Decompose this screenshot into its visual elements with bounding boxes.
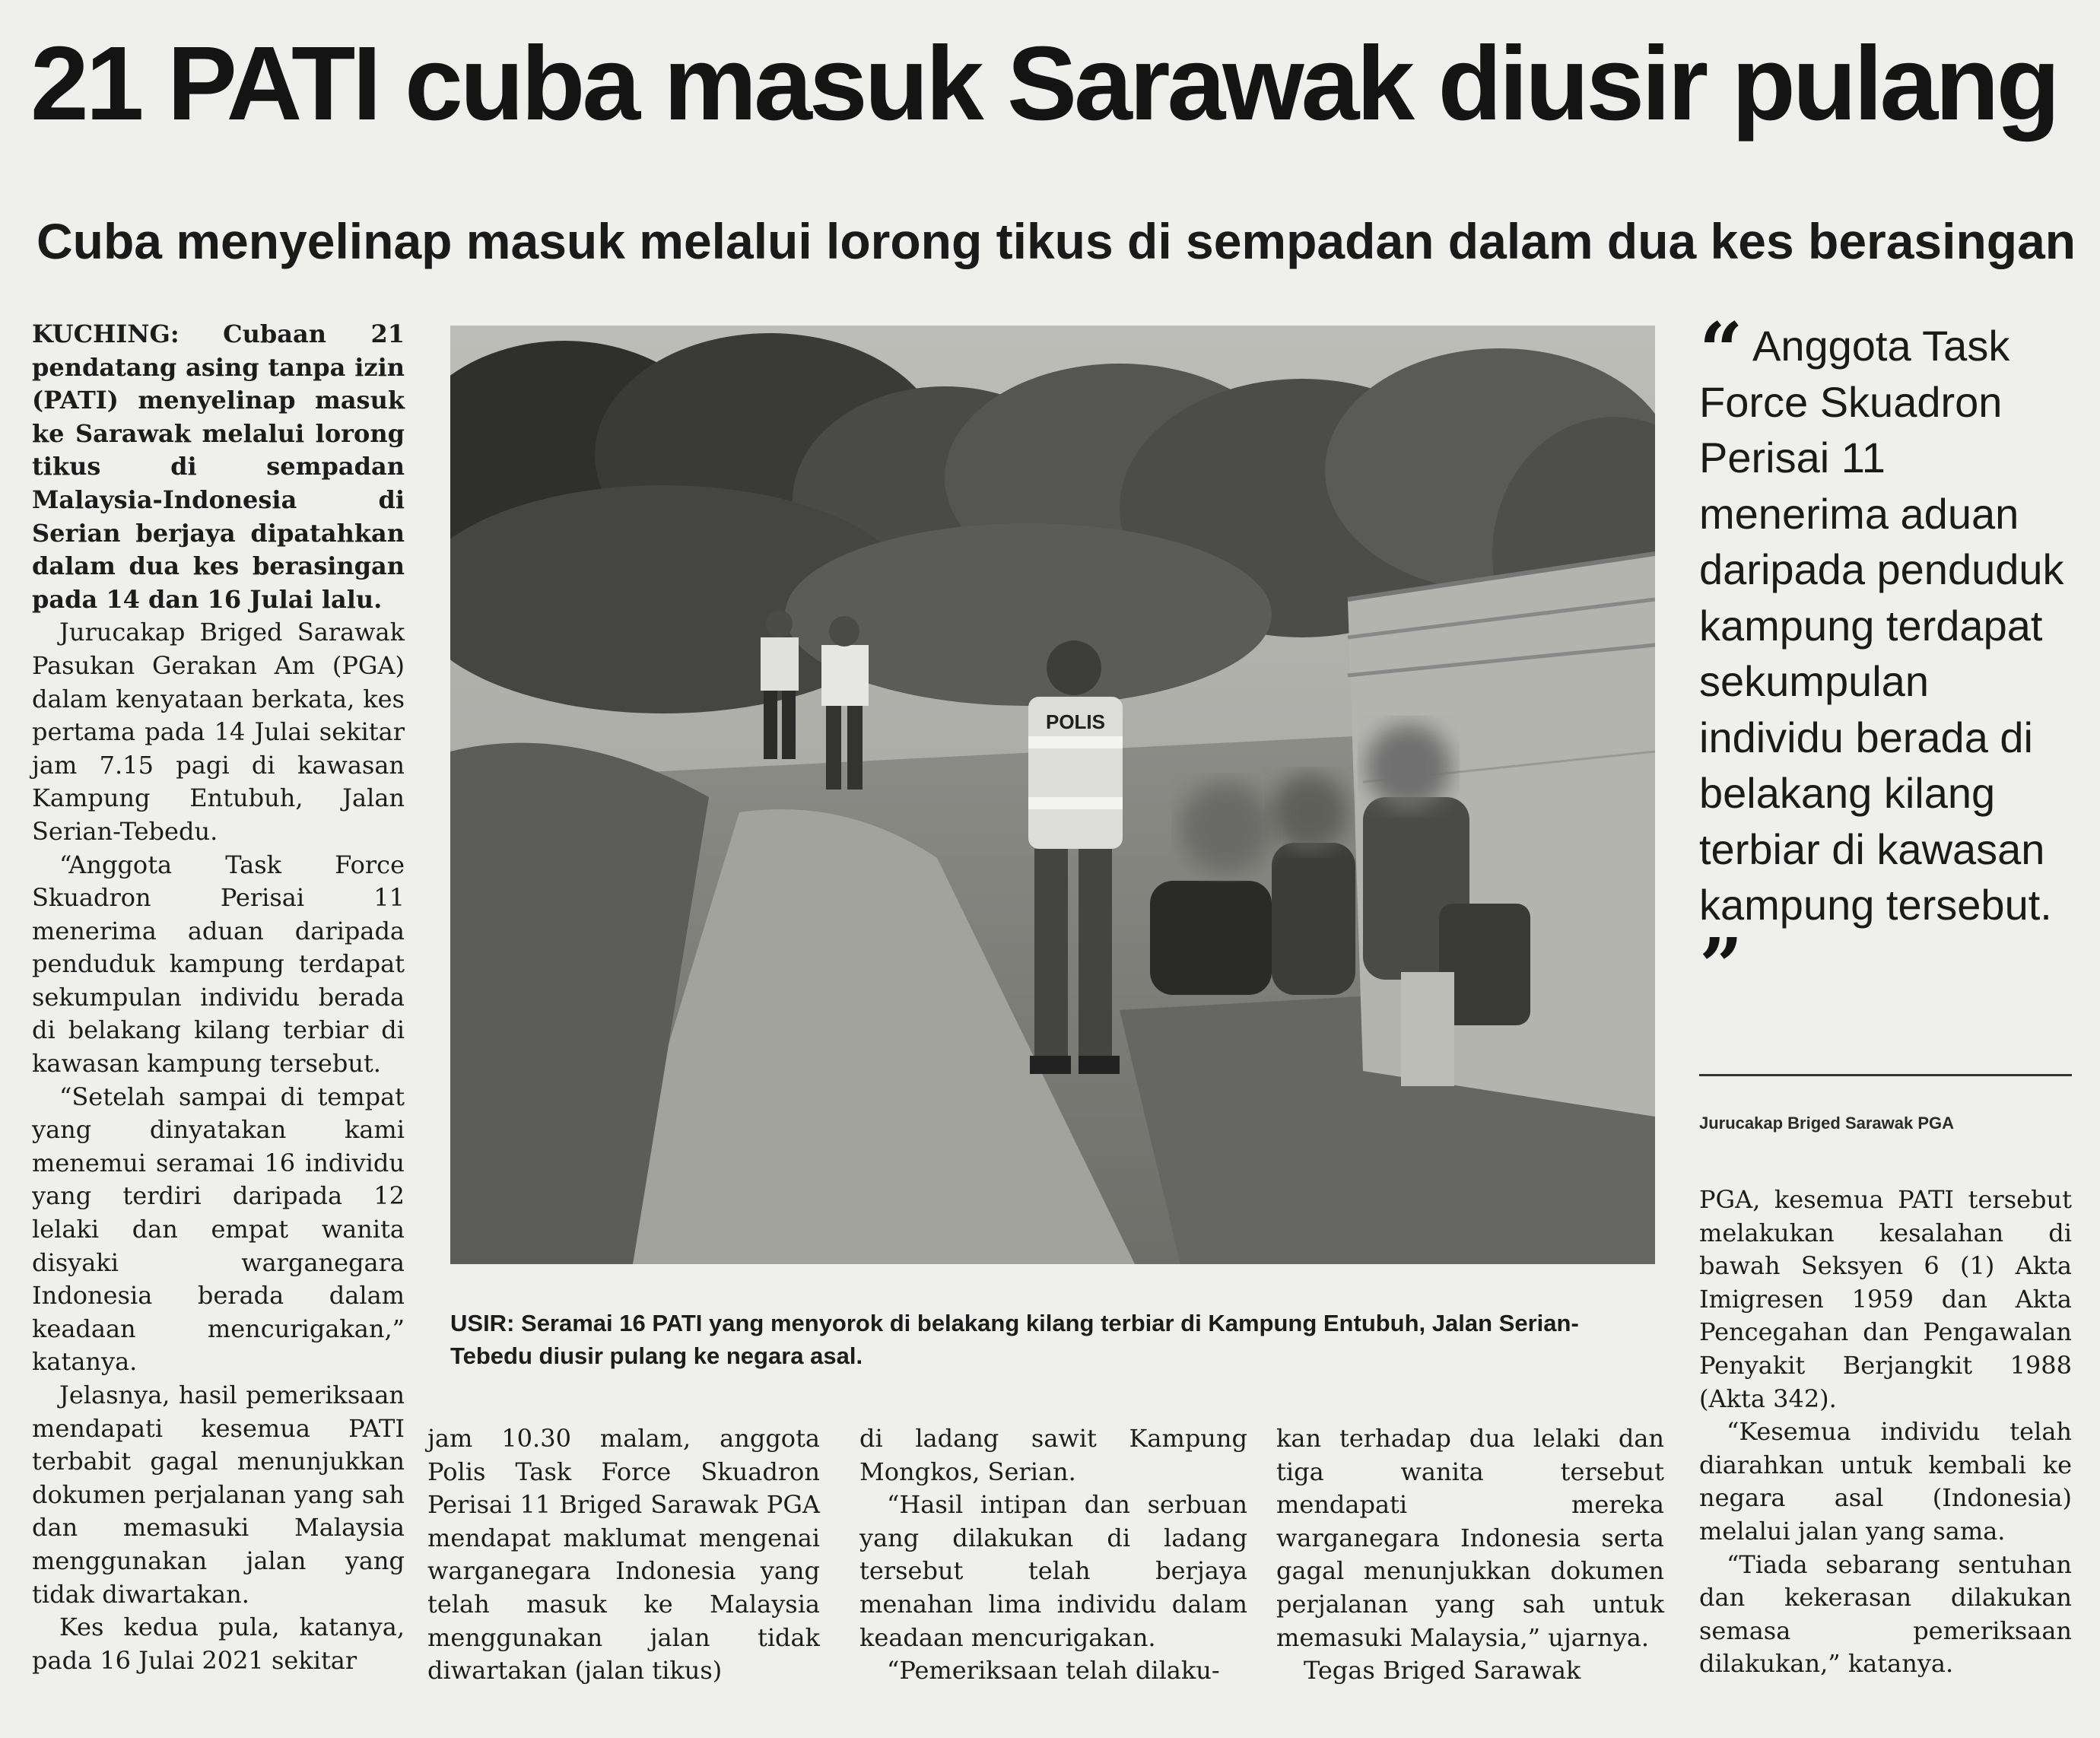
- photo-scene: [450, 326, 1655, 1264]
- news-photo: [450, 326, 1655, 1264]
- pull-quote-source: Jurucakap Briged Sarawak PGA: [1699, 1114, 1955, 1133]
- body-column-3: [859, 1422, 1247, 1688]
- paragraph: “Hasil intipan dan serbuan yang dilakukan di ladang tersebut telah berjaya menahan lima individu dalam keadaan mencurigakan.: [859, 1490, 1247, 1652]
- paragraph: “Anggota Task Force Skuadron Perisai 11 menerima aduan daripada penduduk kampung terdapat sekumpulan individu berada di belakang kilang terbiar di kawasan kampung tersebut.: [32, 850, 405, 1079]
- dateline: KUCHING:: [32, 319, 180, 348]
- paragraph: kan terhadap dua lelaki dan tiga wanita tersebut mendapati mereka warganegara Indonesia serta gagal menunjukkan dokumen perjalanan yang sah untuk memasuki Malaysia,” ujarnya.: [1276, 1424, 1664, 1652]
- headline: 21 PATI cuba masuk Sarawak diusir pulang: [30, 25, 2057, 142]
- caption-text: Seramai 16 PATI yang menyorok di belakang kilang terbiar di Kampung Entubuh, Jalan Serian-Tebedu diusir pulang ke negara asal.: [450, 1310, 1579, 1369]
- paragraph: “Kesemua individu telah diarahkan untuk kembali ke negara asal (Indonesia) melalui jalan yang sama.: [1699, 1417, 2072, 1546]
- paragraph: Kes kedua pula, katanya, pada 16 Julai 2021 sekitar: [32, 1612, 405, 1675]
- vest-label: POLIS: [1045, 710, 1106, 733]
- pull-quote-text: [1699, 306, 2079, 1011]
- lead-text: Cubaan 21 pendatang asing tanpa izin (PATI) menyelinap masuk ke Sarawak melalui lorong tikus di sempadan Malaysia-Indonesia di Serian berjaya dipatahkan dalam dua kes berasingan pada 14 dan 16 Julai lalu.: [32, 319, 405, 614]
- body-column-2: [427, 1422, 820, 1688]
- paragraph: PGA, kesemua PATI tersebut melakukan kesalahan di bawah Seksyen 6 (1) Akta Imigresen 1959 dan Akta Pencegahan dan Pengawalan Penyakit Berjangkit 1988 (Akta 342).: [1699, 1185, 2072, 1413]
- caption-lead: USIR:: [450, 1310, 515, 1336]
- subheadline: Cuba menyelinap masuk melalui lorong tikus di sempadan dalam dua kes berasingan: [37, 213, 2076, 269]
- close-quote-mark: ”: [1699, 920, 1743, 1011]
- paragraph: di ladang sawit Kampung Mongkos, Serian.: [859, 1424, 1247, 1486]
- divider: [1699, 1074, 2072, 1076]
- paragraph: “Pemeriksaan telah dilaku-: [887, 1656, 1220, 1686]
- paragraph: “Setelah sampai di tempat yang dinyatakan kami menemui seramai 16 individu yang terdiri daripada 12 lelaki dan empat wanita disyaki warganegara Indonesia berada dalam keadaan mencurigakan,” katanya.: [32, 1082, 405, 1377]
- paragraph: Jelasnya, hasil pemeriksaan mendapati kesemua PATI terbabit gagal menunjukkan dokumen perjalanan yang sah dan memasuki Malaysia menggunakan jalan yang tidak diwartakan.: [32, 1381, 405, 1609]
- lead-paragraph: [32, 318, 405, 616]
- open-quote-mark: “: [1699, 306, 1743, 396]
- body-column-1: [32, 318, 405, 1677]
- pull-quote-body: Anggota Task Force Skuadron Perisai 11 menerima aduan daripada penduduk kampung terdapat sekumpulan individu berada di belakang kilang terbiar di kawasan kampung tersebut.: [1699, 322, 2064, 929]
- paragraph: “Tiada sebarang sentuhan dan kekerasan dilakukan semasa pemeriksaan dilakukan,” katanya.: [1699, 1549, 2072, 1679]
- paragraph: jam 10.30 malam, anggota Polis Task Force Skuadron Perisai 11 Briged Sarawak PGA mendapat maklumat mengenai warganegara Indonesia yang telah masuk ke Malaysia menggunakan jalan tidak diwartakan (jalan tikus): [427, 1424, 820, 1686]
- paragraph: Tegas Briged Sarawak: [1304, 1656, 1581, 1686]
- photo-caption: [450, 1307, 1655, 1375]
- body-column-5: [1699, 1184, 2072, 1681]
- pull-quote: [1699, 306, 2079, 1011]
- body-column-4: [1276, 1422, 1664, 1688]
- paragraph: Jurucakap Briged Sarawak Pasukan Gerakan Am (PGA) dalam kenyataan berkata, kes pertama pada 14 Julai sekitar jam 7.15 pagi di kawasan Kampung Entubuh, Jalan Serian-Tebedu.: [32, 618, 405, 846]
